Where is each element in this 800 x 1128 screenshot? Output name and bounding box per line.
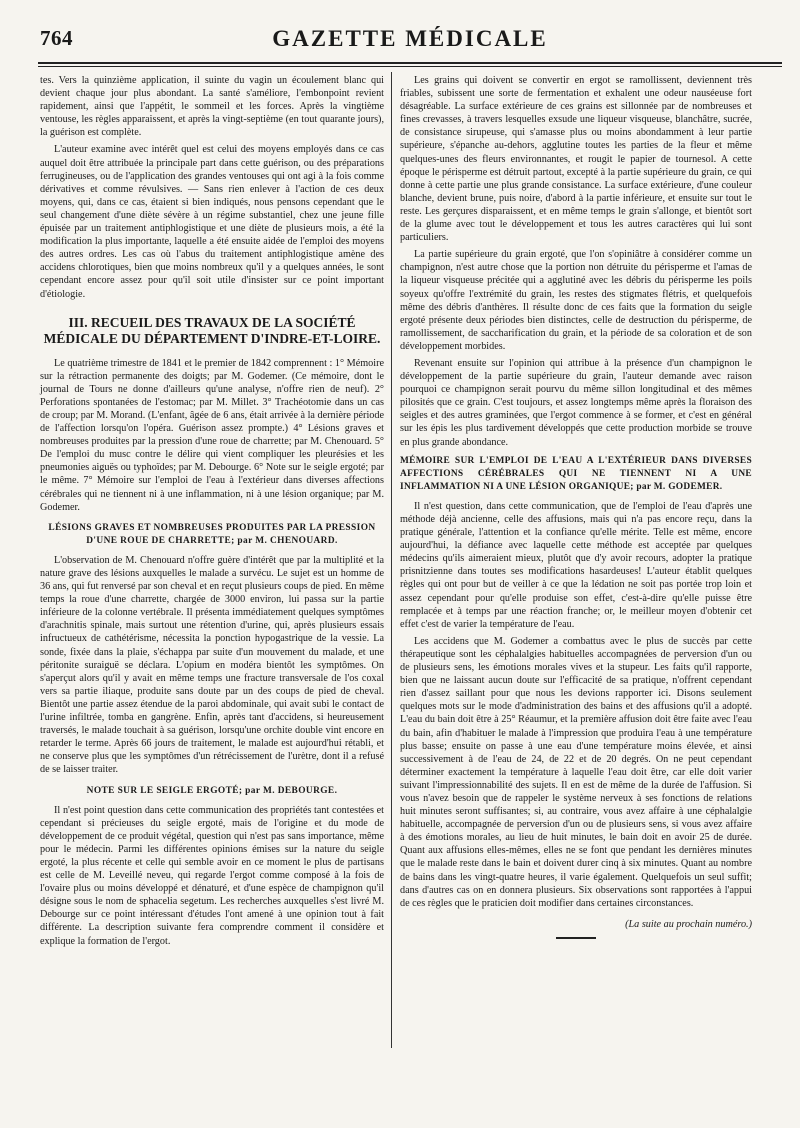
header-rule-thin xyxy=(38,66,782,67)
article-subheading: NOTE SUR LE SEIGLE ERGOTÉ; par M. DEBOURGE. xyxy=(86,785,338,796)
journal-title: GAZETTE MÉDICALE xyxy=(272,26,548,51)
paragraph: L'observation de M. Chenouard n'offre guère d'intérêt que par la multiplité et la nature grave des lésions auxquelles le malade a survécu. Le sujet est un homme de 36 ans, qui fut renversé par son cheval et en reçut plusieurs coups de pied. En même temps la roue d'une charrette, chargée de 3000 environ, lui passa sur la partie inférieure de la colonne vertébrale. Il présenta immédiatement quelques symptômes d'arachnitis spinale, mais surtout une rétention d'urine, qui, après plusieurs essais infructueux de cathétérisme, nécessita la ponction hypogastrique de la vessie. La sonde, fixée dans la plaie, s'échappa par suite d'un mouvement du malade, et une péritonite suraiguë se déclara. L'opium en modéra bientôt les symptômes. On s'aperçut alors qu'il y avait en même temps une fracture transversale de l'os coxal vers sa partie iliaque, produite sans doute par un des coups de pied de cheval. Bientôt une partie assez étendue de la paroi abdominale, qui avait subi le contact de l'urine infiltrée, tomba en gangrène. Enfin, après tant d'accidens, si heureusement traversés, le malade touchait à sa guérison, lorsqu'une orchite double vint encore en retarder le terme. Après 66 jours de traitement, le malade est aujourd'hui rétabli, et ne conserve plus que les symptômes d'un rétrécissement de l'urètre, dont il a refusé de se laisser traiter. xyxy=(40,554,384,776)
paragraph: La partie supérieure du grain ergoté, que l'on s'opiniâtre à considérer comme un champignon, n'est autre chose que la portion non détruite du périsperme et l'amas de la liqueur visqueuse précitée qui a agglutiné avec les débris du périsperme les poils soyeux qu'offre l'extrémité du grain, les restes des stigmates flétris, et quelquefois même des débris d'anthères. Il résulte donc de ces faits que la formation du seigle ergoté présente deux périodes bien distinctes, celle de destruction du périsperme, de ramollissement, de saccharification du grain, et la période de sa coloration et de son développement morbides. xyxy=(400,249,752,352)
paragraph: tes. Vers la quinzième application, il suinte du vagin un écoulement blanc qui devient chaque jour plus abondant. La santé s'améliore, l'embonpoint revient rapidement, ainsi que l'appétit, le sommeil et les forces. Après la vingtième ventouse, les règles apparaissent, et après la vingt-septième (en tout quarante jours), la guérison est complète. xyxy=(40,75,384,139)
continuation-note: (La suite au prochain numéro.) xyxy=(625,918,752,930)
paragraph: Les accidens que M. Godemer a combattus avec le plus de succès par cette thérapeutique sont les céphalalgies habituelles accompagnées de perversion d'un ou de plusieurs sens, les émotions morales vives et la stupeur. Les faits qu'il rapporte, bien que ne laissant aucun doute sur l'efficacité de sa pratique, n'offrent cependant rien d'assez saillant pour que nous les devions rapporter ici. Disons seulement quelques mots sur le mode d'administration des bains et des affusions qu'il a adopté. L'eau du bain doit être à 25° Réaumur, et la première affusion doit être faite avec l'eau du bain, afin d'habituer le malade à l'impression que produira l'eau à une température plus basse; ensuite on passe à une eau d'une température moins élevée, et ainsi successivement à de l'eau de 24, de 22 et de 20 degrés. On ne peut cependant déterminer exactement la température à laquelle l'eau doit être, car elle doit varier suivant l'impressionnabilité des sujets. Il en est de même de la durée de l'affusion. Si vous n'avez besoin que de rappeler le système nerveux à ses fonctions de relations huit minutes seront suffisantes; si, au contraire, vous avez affaire à une céphalalgie habituelle, accompagnée de perversion d'un ou de plusieurs sens, si vous avez affaire à des émotions morales, au lieu de huit minutes, le bain doit en avoir 25 de durée. Quant aux affusions elles-mêmes, elles ne se font que pendant les dernières minutes que le malade reste dans le bain et doivent durer cinq à six minutes. Quant au nombre de bains dans les vingt-quatre heures, il varie également. Quelquefois un seul suffit; dans d'autres cas on en donnera plusieurs. Six observations sont rapportées à l'appui de ces règles que le praticien doit modifier dans certaines circonstances. xyxy=(400,635,752,909)
section-title: III. RECUEIL DES TRAVAUX DE LA SOCIÉTÉ MÉDICALE DU DÉPARTEMENT D'INDRE-ET-LOIRE. xyxy=(43,314,381,346)
left-column xyxy=(40,74,384,952)
paragraph: Il n'est point question dans cette communication des propriétés tant contestées et cependant si précieuses du seigle ergoté, mais de l'origine et du mode de développement de ce produit végétal, question qui n'est pas sans importance, même pour le médecin. Parmi les différentes opinions émises sur la nature du seigle ergoté, la plus récente et celle qui semble avoir en ce moment le plus de partisans est celle de M. Leveillé neveu, qui regarde l'ergot comme composé à la fois de l'ovaire plus ou moins développé et dénaturé, et d'une espèce de champignon qu'il désigne sous le nom de sphacelia segetum. Les recherches auxquelles s'est livré M. Debourge sur ce point intéressant d'études l'ont amené à une opinion tout à fait différente. La description suivante fera comprendre comment il considère et explique la formation de l'ergot. xyxy=(40,804,384,947)
header-rule xyxy=(38,62,782,64)
column-divider xyxy=(391,72,392,1048)
right-column xyxy=(400,74,752,939)
paragraph: Revenant ensuite sur l'opinion qui attribue à la présence d'un champignon le développement de la partie supérieure du grain, l'auteur demande avec raison pourquoi ce champignon serait pourvu du même sillon longitudinal et des mêmes pilosités que ce grain. C'est toujours, et assez longtemps même après la floraison des seigles et des autres graminées, que l'ergot commence à se former, et c'est en général sur les épis les plus tardivement développés que cette production morbide se trouve en plus grande abondance. xyxy=(400,357,752,448)
page-number: 764 xyxy=(40,26,73,50)
end-rule xyxy=(556,937,596,939)
article-subheading: MÉMOIRE SUR L'EMPLOI DE L'EAU A L'EXTÉRIEUR DANS DIVERSES AFFECTIONS CÉRÉBRALES QUI NE TIENNENT NI A UNE INFLAMMATION NI A UNE LÉSION ORGANIQUE; par M. GODEMER. xyxy=(400,455,752,492)
paragraph: Il n'est question, dans cette communication, que de l'emploi de l'eau d'après une méthode déjà ancienne, celle des affusions, mais qui n'a pas encore reçu, dans la pratique générale, l'attention et la confiance qu'elle mérite. Telle est même, encore aujourd'hui, la défiance avec laquelle cette méthode est acceptée par quelques médecins qu'ils aimeraient mieux, plutôt que d'y avoir recours, adopter la pratique prisnitzienne dans toutes ses modifications hasardeuses! L'auteur établit quelques règles qui ont pour but de veiller à ce que la lédation ne soit pas portée trop loin et assez cependant pour qu'elle produise son effet, c'est-à-dire qu'elle puisse être remplacée et à temps par une réaction franche; or, le meilleur moyen d'obtenir cet effet c'est de varier la température de l'eau. xyxy=(400,500,752,630)
paragraph: Le quatrième trimestre de 1841 et le premier de 1842 comprennent : 1° Mémoire sur la rétraction permanente des doigts; par M. Godemer. (Ce mémoire, dont le journal de Tours ne donne d'ailleurs qu'une analyse, n'offre rien de neuf). 2° Perforations spontanées de l'estomac; par M. Millet. 3° Trachéotomie dans un cas de croup; par M. Morand. (L'enfant, âgée de 6 ans, était arrivée à la dernière période de l'affection lorsqu'on l'opéra. Guérison assez prompte.) 4° Lésions graves et nombreuses produites par la pression d'une roue de charrette; par M. Chenouard. 5° De l'emploi du musc contre le délire qui vient compliquer les pleurésies et les pneumonies aiguës ou typhoïdes; par M. Debourge. 6° Note sur le seigle ergoté; par le même. 7° Mémoire sur l'emploi de l'eau à l'extérieur dans diverses affections cérébrales qui ne tiennent ni à une inflammation, ni à une lésion organique; par M. Godemer. xyxy=(40,357,384,513)
article-subheading: LÉSIONS GRAVES ET NOMBREUSES PRODUITES PAR LA PRESSION D'UNE ROUE DE CHARRETTE; par M. CHENOUARD. xyxy=(48,522,376,546)
paragraph: Les grains qui doivent se convertir en ergot se ramollissent, deviennent très friables, subissent une sorte de fermentation et exhalent une odeur nauséeuse fort désagréable. La surface extérieure de ces grains est sillonnée par de nombreuses et fines crevasses, à travers lesquelles exsude une liqueur visqueuse, blanchâtre, sucrée, de consistance sirupeuse, qui s'amasse plus ou moins abondamment à leur partie supérieure, s'épanche au-dehors, agglutine toutes les parties de la fleur et même quelques-unes des fleurs environnantes, et rougit le papier de tournesol. A cette époque le périsperme est détruit partout, excepté à la partie supérieure du grain, ce qui donne à cette partie une plus grande consistance. La surface extérieure, d'une couleur blanche, devient brune, puis noire, d'abord à la partie inférieure, et ensuite sur tout le reste. Les gerçures disparaissent, et en même temps le grain s'allonge, et bientôt sort de la glume avec tout le développement et tous les autres caractères qui lui sont particuliers. xyxy=(400,75,752,244)
paragraph: L'auteur examine avec intérêt quel est celui des moyens employés dans ce cas auquel doit être attribuée la principale part dans cette guérison, ou des préparations ferrugineuses, ou de l'application des grandes ventouses qui ont agi à la fois comme dérivatives et comme révulsives. — Sans rien enlever à l'action de ces deux moyens, qui, dans ce cas, étaient si bien indiqués, nous pensons cependant que le seul changement d'une diète sévère à un régime substantiel, chez une jeune fille épuisée par un traitement antiphlogistique et une diète de plusieurs mois, a été la modification la plus importante, laquelle a été ensuite aidée de l'emploi des moyens des autres ordres. Les cas où l'abus du traitement antiphlogistique amène des accidens chlorotiques, bien que moins nombreux qu'il y a quelques années, le sont cependant encore assez pour qu'il soit utile d'insister sur ce point important d'étiologie. xyxy=(40,144,384,300)
page-header xyxy=(40,26,780,56)
